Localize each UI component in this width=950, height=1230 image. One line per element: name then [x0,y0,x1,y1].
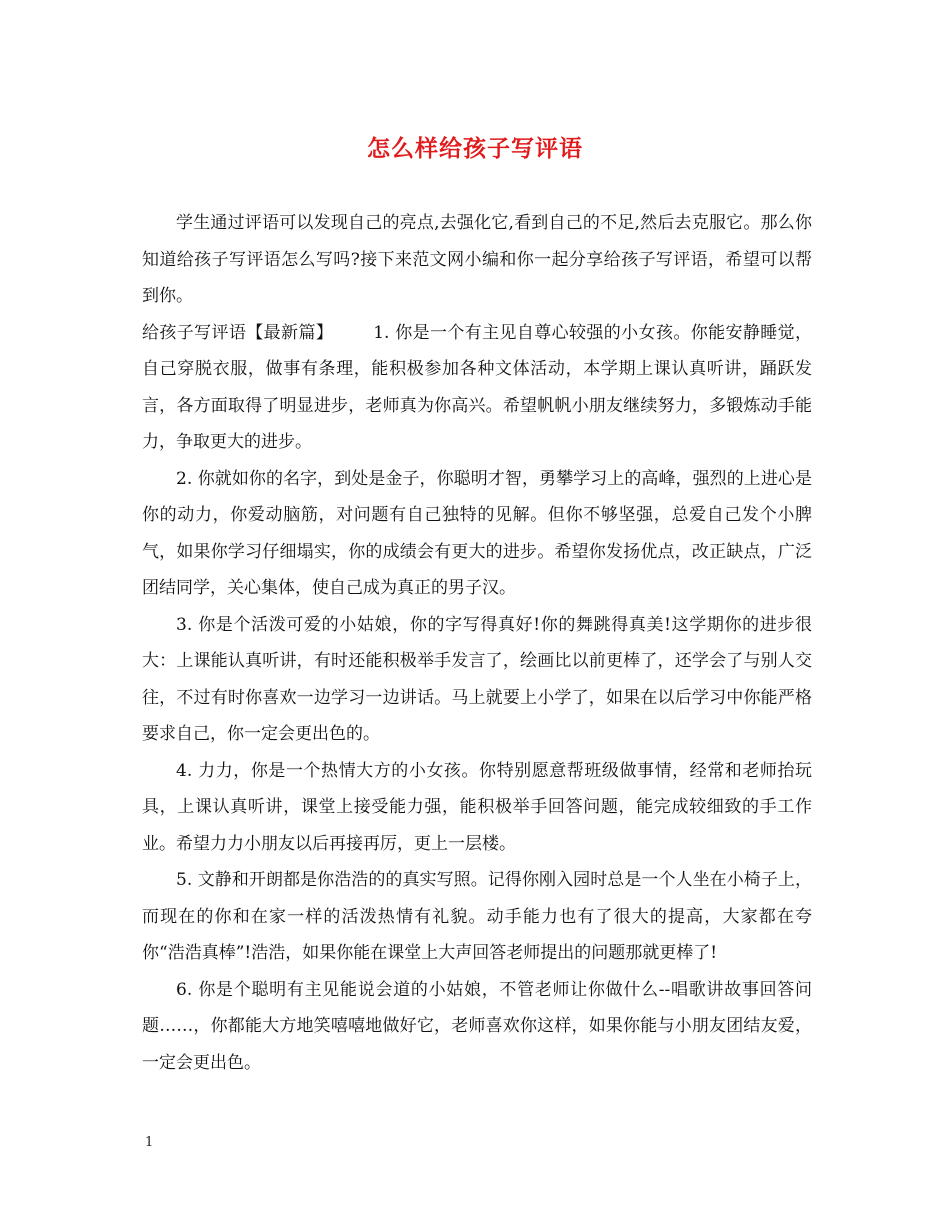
list-item: 3. 你是个活泼可爱的小姑娘，你的字写得真好!你的舞跳得真美!这学期你的进步很大：上课能认真听讲，有时还能积极举手发言了，绘画比以前更棒了，还学会了与别人交往，不过有时你喜欢一边学习一边讲话。马上就要上小学了，如果在以后学习中你能严格要求自己，你一定会更出色的。 [142,614,812,744]
section-heading: 给孩子写评语【最新篇】 [142,322,334,343]
first-item-paragraph [142,315,812,461]
list-item: 1. 你是一个有主见自尊心较强的小女孩。你能安静睡觉，自己穿脱衣服，做事有条理，能积极参加各种文体活动，本学期上课认真听讲，踊跃发言，各方面取得了明显进步，老师真为你高兴。希望帆帆小朋友继续努力，多锻炼动手能力，争取更大的进步。 [142,322,812,452]
list-item: 6. 你是个聪明有主见能说会道的小姑娘，不管老师让你做什么--唱歌讲故事回答问题……，你都能大方地笑嘻嘻地做好它，老师喜欢你这样，如果你能与小朋友团结友爱，一定会更出色。 [142,979,812,1073]
document-title: 怎么样给孩子写评语 [367,135,583,162]
list-item: 4. 力力，你是一个热情大方的小女孩。你特别愿意帮班级做事情，经常和老师抬玩具，上课认真听讲，课堂上接受能力强，能积极举手回答问题，能完成较细致的手工作业。希望力力小朋友以后再接再厉，更上一层楼。 [142,760,812,854]
list-item: 5. 文静和开朗都是你浩浩的的真实写照。记得你刚入园时总是一个人坐在小椅子上，而现在的你和在家一样的活泼热情有礼貌。动手能力也有了很大的提高，大家都在夸你“浩浩真棒”!浩浩，如果你能在课堂上大声回答老师提出的问题那就更棒了! [142,870,812,963]
document-body [142,205,812,1081]
list-item: 2. 你就如你的名字，到处是金子，你聪明才智，勇攀学习上的高峰，强烈的上进心是你的动力，你爱动脑筋，对问题有自己独特的见解。但你不够坚强，总爱自己发个小脾气，如果你学习仔细塌实，你的成绩会有更大的进步。希望你发扬优点，改正缺点，广泛团结同学，关心集体，使自己成为真正的男子汉。 [142,468,812,598]
intro-paragraph: 学生通过评语可以发现自己的亮点,去强化它,看到自己的不足,然后去克服它。那么你知道给孩子写评语怎么写吗?接下来范文网小编和你一起分享给孩子写评语，希望可以帮到你。 [142,213,812,306]
page-number: 1 [145,1135,154,1150]
